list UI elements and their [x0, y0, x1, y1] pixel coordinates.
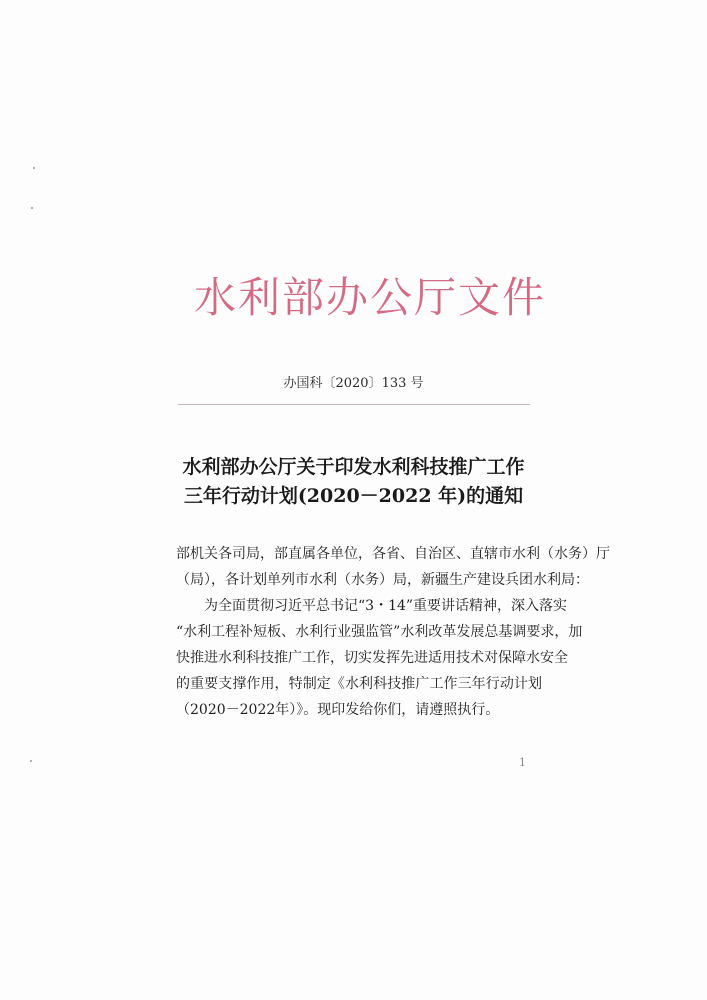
body-text-line: 快推进水利科技推广工作，切实发挥先进适用技术对保障水安全 — [176, 650, 568, 666]
body-text-line: 为全面贯彻习近平总书记“3・14”重要讲话精神，深入落实 — [204, 598, 568, 614]
issuer-header-title: 水利部办公厅文件 — [193, 273, 546, 322]
document-number: 办国科〔2020〕133 号 — [283, 376, 424, 391]
scan-speck — [33, 167, 35, 169]
header-divider — [178, 404, 530, 405]
page-number: 1 — [519, 756, 526, 769]
scan-speck — [30, 760, 32, 762]
notice-title-line-2: 三年行动计划(2020－2022 年)的通知 — [183, 485, 524, 507]
notice-title-line-1: 水利部办公厅关于印发水利科技推广工作 — [182, 456, 525, 478]
body-text-line: “水利工程补短板、水利行业强监管”水利改革发展总基调要求，加 — [176, 624, 583, 640]
body-text-line: 的重要支撑作用，特制定《水利科技推广工作三年行动计划 — [176, 676, 542, 692]
body-text-line: 部机关各司局，部直属各单位，各省、自治区、直辖市水利（水务）厅 — [176, 546, 610, 562]
body-text-line: （局），各计划单列市水利（水务）局，新疆生产建设兵团水利局： — [176, 572, 589, 588]
body-text-line: （2020－2022年）》。现印发给你们，请遵照执行。 — [176, 702, 500, 718]
scan-speck — [31, 207, 33, 209]
